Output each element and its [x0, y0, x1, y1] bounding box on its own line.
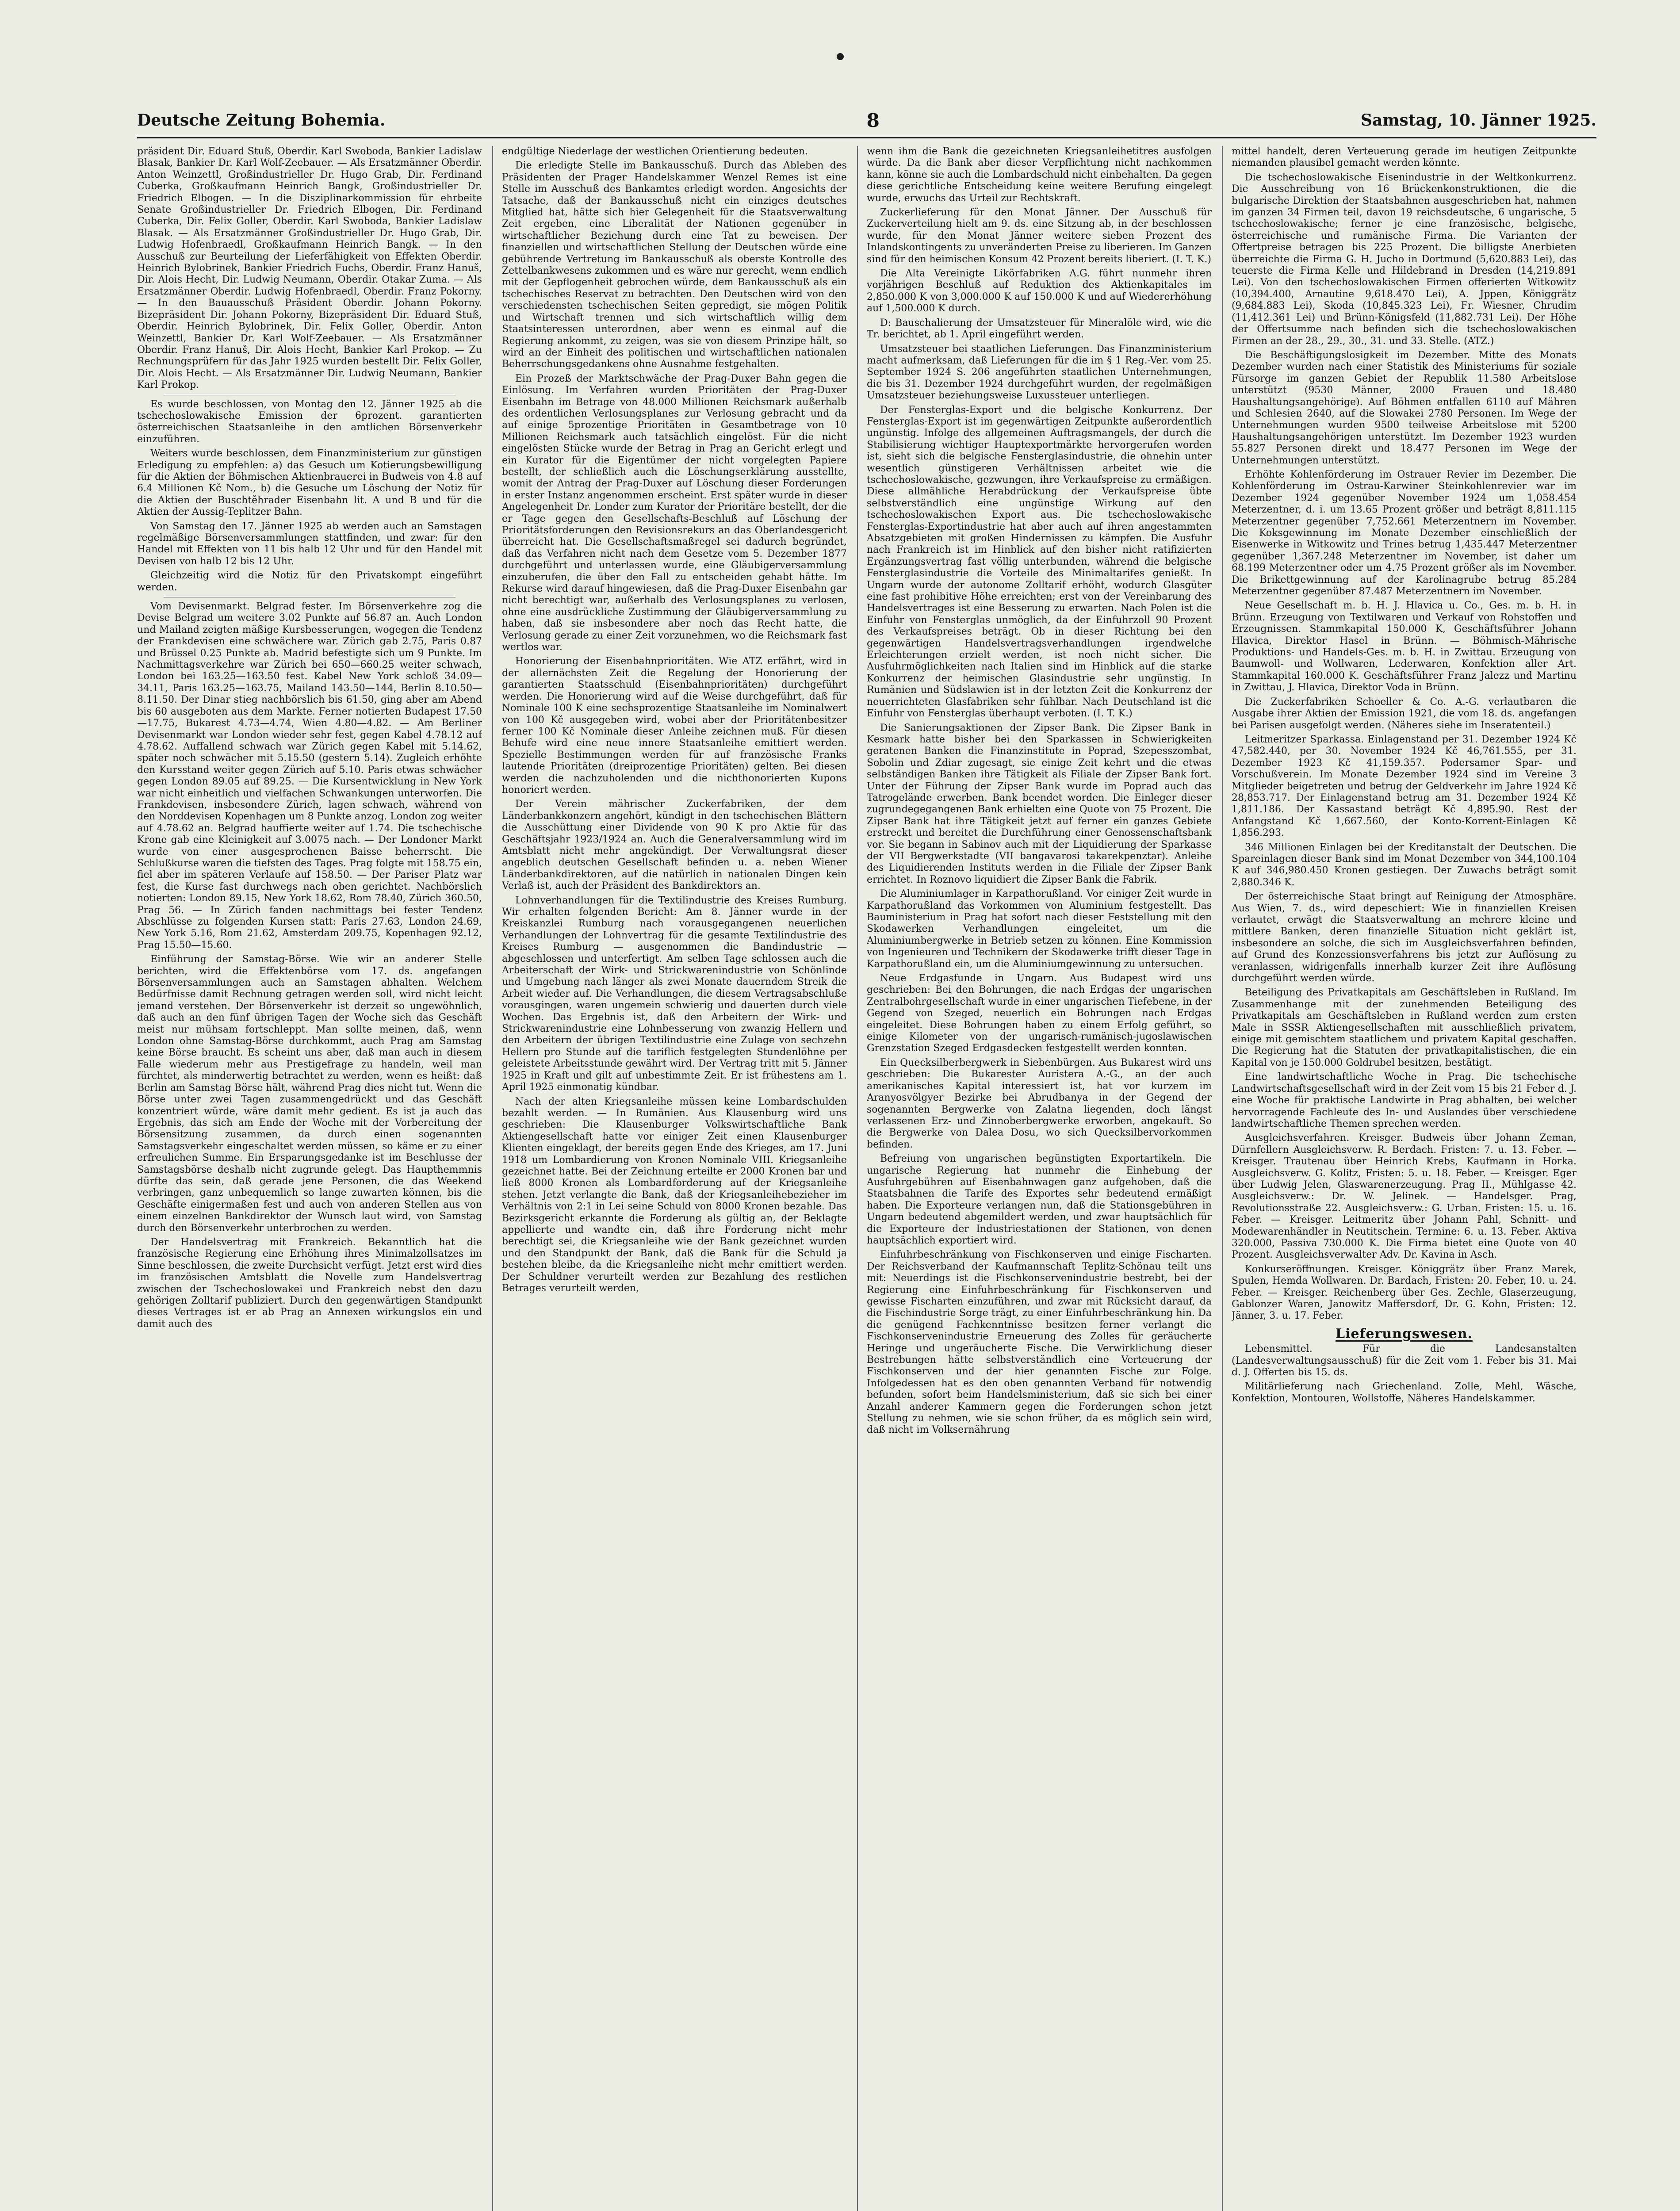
- article-paragraph: 346 Millionen Einlagen bei der Kreditanstalt der Deutschen. Die Spareinlagen dieser Bank sind im Monat Dezember von 344,100.104 K auf 346,980.450 Kronen gestiegen. Der Zuwachs beträgt somit 2,880.346 K.: [1232, 842, 1577, 888]
- article-paragraph: D: Bauschalierung der Umsatzsteuer für Mineralöle wird, wie die Tr. berichtet, ab 1. April eingeführt werden.: [867, 317, 1212, 340]
- punch-hole: [837, 53, 844, 60]
- column-separator: [492, 146, 493, 2211]
- masthead: Deutsche Zeitung Bohemia.: [137, 111, 386, 130]
- article-paragraph: Eine landwirtschaftliche Woche in Prag. Die tschechische Landwirtschaftsgesellschaft wird in der Zeit vom 15 bis 21 Feber d. J. eine Woche für praktische Landwirte in Prag abhalten, bei welcher hervorragende Fachleute des In- und Auslandes über verschiedene landwirtschaftliche Themen sprechen werden.: [1232, 1071, 1577, 1129]
- article-paragraph: Beteiligung des Privatkapitals am Geschäftsleben in Rußland. Im Zusammenhange mit der zunehmenden Beteiligung des Privatkapitals am Geschäftsleben in Rußland werden zum ersten Male in SSSR Aktiengesellschaften mit ausschließlich privatem, einige mit gemischtem staatlichem und privatem Kapital geschaffen. Die Regierung hat die Statuten der privatkapitalistischen, die ein Kapital von je 150.000 Goldrubel besitzen, bestätigt.: [1232, 987, 1577, 1068]
- article-paragraph: Nach der alten Kriegsanleihe müssen keine Lombardschulden bezahlt werden. — In Rumänien. Aus Klausenburg wird uns geschrieben: Die Klausenburger Volkswirtschaftliche Bank Aktiengesellschaft hatte vor einiger Zeit einen Klausenburger Klienten eingeklagt, der bereits gegen Ende des Krieges, am 17. Juni 1918 um Lombardierung von Kronen Nominale VIII. Kriegsanleihe gezeichnet hatte. Bei der Zeichnung erteilte er 2000 Kronen bar und ließ 8000 Kronen als Lombardforderung auf der Kriegsanleihe stehen. Jetzt verlangte die Bank, daß der Kriegsanleihebezieher im Verhältnis von 2:1 in Lei seine Schuld von 8000 Kronen bezahle. Das Bezirksgericht erkannte die Forderung als gültig an, der Beklagte appellierte und wandte ein, daß ihre Forderung nicht mehr berechtigt sei, die Kriegsanleihe wie der Bank gezeichnet wurden und den Standpunkt der Bank, daß die Bank für die Schuld ja bestehen bleibe, da die Kriegsanleihe nicht mehr emittiert werden. Der Schuldner verurteilt werden zur Bezahlung des restlichen Betrages verurteilt werden,: [502, 1096, 847, 1294]
- article-paragraph: Konkurseröffnungen. Kreisger. Königgrätz über Franz Marek, Spulen, Hemda Wollwaren. Dr. Bardach, Fristen: 20. Feber, 10. u. 24. Feber. — Kreisger. Reichenberg über Ges. Zechle, Glaserzeugung, Gablonzer Waren, Janowitz Maffersdorf, Dr. G. Kohn, Fristen: 12. Jänner, 3. u. 17. Feber.: [1232, 1263, 1577, 1322]
- article-paragraph: Honorierung der Eisenbahnprioritäten. Wie ATZ erfährt, wird in der allernächsten Zeit die Regelung der Honorierung der garantierten Staatsschuld (Eisenbahnprioritäten) durchgeführt werden. Die Honorierung wird auf die Weise durchgeführt, daß für Nominale 100 K eine sechsprozentige Staatsanleihe im Nominalwert von 100 Kč ausgegeben wird, wobei aber der Prioritätenbesitzer ferner 100 Kč Nominale dieser Anleihe zeichnen muß. Für diesen Behufe wird eine neue innere Staatsanleihe emittiert werden. Spezielle Bestimmungen werden für auf französische Franks lautende Prioritäten (dreiprozentige Prioritäten) gelten. Bei diesen werden die nachzuholenden und die nichthonorierten Kupons honoriert werden.: [502, 656, 847, 796]
- page-header: [137, 107, 1596, 134]
- article-paragraph: präsident Dir. Eduard Stuß, Oberdir. Karl Swoboda, Bankier Ladislaw Blasak, Bankier Dr. Karl Wolf-Zeebauer. — Als Ersatzmänner Oberdir. Anton Weinzettl, Großindustrieller Dr. Hugo Grab, Dir. Ferdinand Cuberka, Großkaufmann Heinrich Bangk, Großindustrieller Dr. Friedrich Elbogen. — In die Disziplinarkommission für ehrbeite Senate Großindustrieller Dr. Friedrich Elbogen, Dir. Ferdinand Cuberka, Dir. Felix Goller, Oberdir. Karl Swoboda, Bankier Ladislaw Blasak. — Als Ersatzmänner Großindustrieller Dr. Hugo Grab, Dir. Ludwig Hofenbraedl, Großkaufmann Heinrich Bangk. — In den Ausschuß zur Beurteilung der Lieferfähigkeit von Effekten Oberdir. Heinrich Bylobrinek, Bankier Friedrich Fuchs, Oberdir. Franz Hanuš, Dir. Alois Hecht, Dir. Ludwig Neumann, Oberdir. Otakar Zuma. — Als Ersatzmänner Oberdir. Ludwig Hofenbraedl, Oberdir. Franz Pokorny. — In den Bauausschuß Präsident Oberdir. Johann Pokorny. Bizepräsident Dir. Johann Pokorny, Bizepräsident Dir. Eduard Stuß, Oberdir. Heinrich Bylobrinek, Dir. Felix Goller, Oberdir. Anton Weinzettl, Bankier Dr. Karl Wolf-Zeebauer. — Als Ersatzmänner Oberdir. Franz Hanuš, Dir. Alois Hecht, Bankier Karl Prokop. — Zu Rechnungsprüfern für das Jahr 1925 wurden bestellt Dir. Felix Goller, Dir. Alois Hecht. — Als Ersatzmänner Dir. Ludwig Neumann, Bankier Karl Prokop.: [137, 146, 482, 391]
- article-paragraph: Die erledigte Stelle im Bankausschuß. Durch das Ableben des Präsidenten der Prager Handelskammer Wenzel Remes ist eine Stelle im Ausschuß des Bankamtes erledigt worden. Angesichts der Tatsache, daß der Bankausschuß nicht ein einziges deutsches Mitglied hat, hätte sich hier Gelegenheit für die Staatsverwaltung Zeit ergeben, eine Liberalität der Nationen gegenüber in wirtschaftlicher Beziehung durch eine Tat zu beweisen. Der finanziellen und wirtschaftlichen Stellung der Deutschen würde eine gebührende Vertretung im Bankausschuß als oberste Kontrolle des Zettelbankwesens zukommen und es wäre nur gerecht, wenn endlich mit der Gepflogenheit gebrochen würde, dem Bankausschuß als ein tschechisches Reservat zu betrachten. Den Deutschen wird von den verschiedensten tschechischen Seiten gepredigt, sie mögen Politik und Wirtschaft trennen und sich wirtschaftlich willig dem Staatsinteressen unterordnen, aber wenn es einmal auf die Regierung ankommt, zu zeigen, was sie von diesem Prinzipe hält, so wird an der Einheit des politischen und wirtschaftlichen nationalen Beherrschungsgedankens ohne Ausnahme festgehalten.: [502, 160, 847, 370]
- article-paragraph: Es wurde beschlossen, von Montag den 12. Jänner 1925 ab die tschechoslowakische Emission der 6prozent. garantierten österreichischen Staatsanleihe in den amtlichen Börsenverkehr einzuführen.: [137, 398, 482, 445]
- column-4: [1232, 146, 1577, 2211]
- column-1: [137, 146, 482, 2211]
- article-paragraph: Neue Erdgasfunde in Ungarn. Aus Budapest wird uns geschrieben: Bei den Bohrungen, die nach Erdgas der ungarischen Zentralbohrgesellschaft wurde in einer ungarischen Tiefebene, in der Gegend von Szeged, neuerlich ein Bohrungen nach Erdgas eingeleitet. Diese Bohrungen haben zu einem Erfolg geführt, so einige Kilometer von der ungarisch-rumänisch-jugoslawischen Grenzstation Szeged Erdgasdecken festgestellt werden konnten.: [867, 973, 1212, 1054]
- article-paragraph: Die Beschäftigungslosigkeit im Dezember. Mitte des Monats Dezember wurden nach einer Statistik des Ministeriums für soziale Fürsorge im ganzen Gebiet der Republik 11.580 Arbeitslose unterstützt (9530 Männer, 2000 Frauen und 18.480 Haushaltungsangehörige). Auf Böhmen entfallen 6110 auf Mähren und Schlesien 2640, auf die Slowakei 2780 Personen. Im Wege der Unternehmungen wurden 9500 teilweise Arbeitslose mit 5200 Haushaltungsangehörigen unterstützt. Im Dezember 1923 wurden 55.827 Personen direkt und 18.477 Personen im Wege der Unternehmungen unterstützt.: [1232, 349, 1577, 466]
- article-paragraph: Lebensmittel. Für die Landesanstalten (Landesverwaltungsausschuß) für die Zeit vom 1. Feber bis 31. Mai d. J. Offerten bis 15. ds.: [1232, 1343, 1577, 1378]
- article-paragraph: mittel handelt, deren Verteuerung gerade im heutigen Zeitpunkte niemanden plausibel gemacht werden könnte.: [1232, 146, 1577, 169]
- page-number: 8: [866, 109, 880, 131]
- article-paragraph: wenn ihm die Bank die gezeichneten Kriegsanleihetitres ausfolgen würde. Da die Bank aber dieser Verpflichtung nicht nachkommen kann, könne sie auch die Lombardschuld nicht einbehalten. Da gegen diese gerichtliche Entscheidung keine weitere Berufung eingelegt wurde, erwuchs das Urteil zur Rechtskraft.: [867, 146, 1212, 204]
- article-paragraph: Neue Gesellschaft m. b. H. J. Hlavica u. Co., Ges. m. b. H. in Brünn. Erzeugung von Textilwaren und Verkauf von Rohstoffen und Erzeugnissen. Stammkapital 150.000 K, Geschäftsführer Johann Hlavica, Direktor Hasel in Brünn. — Böhmisch-Mährische Produktions- und Handels-Ges. m. b. H. in Zwittau. Erzeugung von Baumwoll- und Wollwaren, Lederwaren, Konfektion aller Art. Stammkapital 160.000 K. Geschäftsführer Franz Jalezz und Martinu in Zwittau, J. Hlavica, Direktor Voda in Brünn.: [1232, 600, 1577, 693]
- article-paragraph: Militärlieferung nach Griechenland. Zolle, Mehl, Wäsche, Konfektion, Montouren, Wollstoffe, Näheres Handelskammer.: [1232, 1381, 1577, 1404]
- article-paragraph: Einfuhrbeschränkung von Fischkonserven und einige Fischarten. Der Reichsverband der Kaufmannschaft Teplitz-Schönau teilt uns mit: Neuerdings ist die Fischkonservenindustrie bestrebt, bei der Regierung eine Einfuhrbeschränkung für Fischkonserven und gewisse Fischarten einzuführen, und zwar mit Rücksicht darauf, da die Fischindustrie Sorge trägt, zu einer Einfuhrbeschränkung hin. Da die genügend Fachkenntnisse besitzen ferner verlangt die Fischkonservenindustrie Erneuerung des Zolles für geräucherte Heringe und ungeräucherte Fische. Die Verwirklichung dieser Bestrebungen hätte selbstverständlich eine Verteuerung der Fischkonserven und der hier genannten Fische zur Folge. Infolgedessen hat es den oben genannten Verband für notwendig befunden, sofort beim Handelsministerium, daß sie sich bei einer Anzahl anderer Kammern gegen die Forderungen schon jetzt Stellung zu nehmen, wie sie schon früher, da es möglich sein wird, daß nicht im Volksernährung: [867, 1249, 1212, 1436]
- article-paragraph: Der Handelsvertrag mit Frankreich. Bekanntlich hat die französische Regierung eine Erhöhung ihres Minimalzollsatzes im Sinne beschlossen, die zweite Durchsicht verfügt. Jetzt erst wird dies im französischen Amtsblatt die Novelle zum Handelsvertrag zwischen der Tschechoslowakei und Frankreich nebst den dazu gehörigen Zolltarif publiziert. Durch den gegenwärtigen Standpunkt dieses Vertrages ist er ab Prag an Annexen wirkungslos ein und damit auch des: [137, 1236, 482, 1330]
- header-rule: [137, 137, 1596, 138]
- article-paragraph: Die tschechoslowakische Eisenindustrie in der Weltkonkurrenz. Die Ausschreibung von 16 Brückenkonstruktionen, die die bulgarische Direktion der Staatsbahnen ausgeschrieben hat, nahmen im ganzen 34 Firmen teil, davon 19 reichsdeutsche, 6 ungarische, 5 tschechoslowakische; ferner je eine französische, belgische, österreichische und rumänische Firma. Die Varianten der Offertpreise betragen bis 225 Prozent. Die billigste Anerbieten überreichte die Firma G. H. Jucho in Dortmund (5,620.883 Lei), das teuerste die Firma Kelle und Hildebrand in Dresden (14,219.891 Lei). Von den tschechoslowakischen Firmen offerierten Witkowitz (10,394.400, Arnautine 9,618.470 Lei), A. Jppen, Königgrätz (9,684.883 Lei), Skoda (10,845.323 Lei), Fr. Wiesner, Chrudim (11,412.361 Lei) und Brünn-Königsfeld (11,882.731 Lei). Der Höhe der Offertsumme nach befinden sich die tschechoslowakischen Firmen an der 28., 29., 30., 31. und 33. Stelle. (ATZ.): [1232, 172, 1577, 347]
- article-paragraph: Ausgleichsverfahren. Kreisger. Budweis über Johann Zeman, Dürnfellern Ausgleichsverw. R. Berdach. Fristen: 7. u. 13. Feber. — Kreisger. Trautenau über Heinrich Krebs, Kaufmann in Horka. Ausgleichsverw. G. Kolitz, Fristen: 5. u. 18. Feber. — Kreisger. Eger über Ludwig Jelen, Glaswarenerzeugung. Prag II., Mühlgasse 42. Ausgleichsverw.: Dr. W. Jelinek. — Handelsger. Prag, Revolutionsstraße 22. Ausgleichsverw.: G. Urban. Fristen: 15. u. 16. Feber. — Kreisger. Leitmeritz über Johann Pahl, Schnitt- und Modewarenhändler in Neutitschein. Termine: 6. u. 13. Feber. Aktiva 320.000, Passiva 730.000 K. Die Firma bietet eine Quote von 40 Prozent. Ausgleichsverwalter Adv. Dr. Kavina in Asch.: [1232, 1132, 1577, 1261]
- article-paragraph: Weiters wurde beschlossen, dem Finanzministerium zur günstigen Erledigung zu empfehlen: a) das Gesuch um Kotierungsbewilligung für die Aktien der Böhmischen Aktienbrauerei in Budweis von 4.8 auf 6.4 Millionen Kč Nom., b) die Gesuche um Löschung der Notiz für die Aktien der Buschtěhrader Eisenbahn lit. A und B und für die Aktien der Aussig-Teplitzer Bahn.: [137, 448, 482, 518]
- article-paragraph: Leitmeritzer Sparkassa. Einlagenstand per 31. Dezember 1924 Kč 47,582.440, per 30. November 1924 Kč 46,761.555, per 31. Dezember 1923 Kč 41,159.357. Podersamer Spar- und Vorschußverein. Im Monate Dezember 1924 sind im Vereine 3 Mitglieder beigetreten und betrug der Geldverkehr im Jahre 1924 Kč 28,853.717. Der Einlagenstand betrug am 31. Dezember 1924 Kč 1,811.186. Der Kassastand beträgt Kč 4,895.90. Rest der Anfangstand Kč 1,667.560, der Konto-Korrent-Einlagen Kč 1,856.293.: [1232, 734, 1577, 839]
- article-paragraph: Von Samstag den 17. Jänner 1925 ab werden auch an Samstagen regelmäßige Börsenversammlungen stattfinden, und zwar: für den Handel mit Effekten von 11 bis halb 12 Uhr und für den Handel mit Devisen von halb 12 bis 12 Uhr.: [137, 520, 482, 567]
- article-paragraph: endgültige Niederlage der westlichen Orientierung bedeuten.: [502, 146, 808, 157]
- article-paragraph: Gleichzeitig wird die Notiz für den Privatskompt eingeführt werden.: [137, 570, 482, 593]
- article-paragraph: Die Sanierungsaktionen der Zipser Bank. Die Zipser Bank in Kesmark hatte bisher bei den Sparkassen in Schwierigkeiten geratenen Banken die Finanzinstitute in Poprad, Szepesszombat, Sobolin und Zdiar zugesagt, sie einige Zeit kehrt und die etwas selbständigen Banken ihre Tätigkeit als Filiale der Zipser Bank fort. Unter der Führung der Zipser Bank wurde im Poprad auch das Tatrogelände erwerben. Bank beendet worden. Die Einleger dieser zugrundegegangenen Bank erhielten eine Quote von 75 Prozent. Die Zipser Bank hat ihre Tätigkeit jetzt auf ferner ein ganzes Gebiete erstreckt und bereitet die Durchführung einer Genossenschaftsbank vor. Sie begann in Sabinov auch mit der Liquidierung der Sparkasse der VII Bergwerkstadte (VII bangavarosi takarekpenztar). Anleihe des Liquidierenden Instituts werden in die Filiale der Zipser Bank errichtet. In Roznovo liquidiert die Zipser Bank die Fabrik.: [867, 722, 1212, 885]
- article-paragraph: Umsatzsteuer bei staatlichen Lieferungen. Das Finanzministerium macht aufmerksam, daß Lieferungen für die im § 1 Reg.-Ver. vom 25. September 1924 S. 206 angeführten staatlichen Unternehmungen, die bis 31. Dezember 1924 durchgeführt wurden, der regelmäßigen Umsatzsteuer beziehungsweise Luxussteuer unterliegen.: [867, 343, 1212, 402]
- article-paragraph: Vom Devisenmarkt. Belgrad fester. Im Börsenverkehre zog die Devise Belgrad um weitere 3.02 Punkte auf 56.87 an. Auch London und Mailand zeigten mäßige Kursbesserungen, wogegen die Tendenz der Frankdevisen eine schwächere war. Zürich gab 2.75, Paris 0.87 und Brüssel 0.25 Punkte ab. Madrid befestigte sich um 9 Punkte. Im Nachmittagsverkehre war Zürich bei 650—660.25 weiter schwach, London bei 163.25—163.50 fest. Kabel New York schloß 34.09—34.11, Paris 163.25—163.75, Mailand 143.50—144, Berlin 8.10.50—8.11.50. Der Dinar stieg nachbörslich bis 61.50, ging aber am Abend bis 60 ausgeboten aus dem Markte. Ferner notierten Budapest 17.50—17.75, Bukarest 4.73—4.74, Wien 4.80—4.82. — Am Berliner Devisenmarkt war London wieder sehr fest, gegen Kabel 4.78.12 auf 4.78.62. Auffallend schwach war Zürich gegen Kabel mit 5.14.62, später noch schwächer mit 5.15.50 (gestern 5.14). Zugleich erhöhte den Kursstand weiter gegen Zürich auf 5.10. Paris etwas schwächer gegen London 89.05 auf 89.25. — Die Kursentwicklung in New York war nicht einheitlich und vielfachen Schwankungen unterworfen. Die Frankdevisen, insbesondere Zürich, lagen schwach, während von den Norddevisen Kopenhagen um 8 Punkte anzog. London zog weiter auf 4.78.62 an. Belgrad hauffierte weiter auf 1.74. Die tschechische Krone gab eine Kleinigkeit auf 3.0075 nach. — Der Londoner Markt wurde von einer ausgesprochenen Baisse beherrscht. Die Schlußkurse waren die tiefsten des Tages. Prag folgte mit 158.75 ein, fiel aber im späteren Verlaufe auf 158.50. — Der Pariser Platz war fest, die Kurse fast durchwegs nach oben gerichtet. Nachbörslich notierten: London 89.15, New York 18.62, Rom 78.40, Zürich 360.50, Prag 56. — In Zürich fanden nachmittags bei fester Tendenz Abschlüsse zu folgenden Kursen statt: Paris 27.63, London 24.69, New York 5.16, Rom 21.62, Amsterdam 209.75, Kopenhagen 92.12, Prag 15.50—15.60.: [137, 601, 482, 951]
- article-paragraph: Der österreichische Staat bringt auf Reinigung der Atmosphäre. Aus Wien, 7. ds., wird depeschiert: Wie in finanziellen Kreisen verlautet, erwägt die Staatsverwaltung an mehrere kleine und mittlere Banken, deren finanzielle Situation nicht geklärt ist, insbesondere an solche, die sich im Ausgleichsverfahren befinden, auf Grund des Konzessionsverfahrens bis jetzt zur Auflösung zu veranlassen, widrigenfalls innerhalb kurzer Zeit ihre Auflösung durchgeführt werden würde.: [1232, 891, 1577, 984]
- article-paragraph: Zuckerlieferung für den Monat Jänner. Der Ausschuß für Zuckerverteilung hielt am 9. ds. eine Sitzung ab, in der beschlossen wurde, für den Monat Jänner weitere sieben Prozent des Inlandskontingents zu unveränderten Preise zu liberieren. Im Ganzen sind für den heimischen Konsum 42 Prozent bereits liberiert. (I. T. K.): [867, 207, 1212, 265]
- article-paragraph: Lohnverhandlungen für die Textilindustrie des Kreises Rumburg. Wir erhalten folgenden Bericht: Am 8. Jänner wurde in der Kreiskanzlei Rumburg nach vorausgegangenen neuerlichen Verhandlungen der Lohnvertrag für die gesamte Textilindustrie des Kreises Rumburg — ausgenommen die Bandindustrie — abgeschlossen und unterfertigt. Am selben Tage schlossen auch die Arbeiterschaft der Wirk- und Strickwarenindustrie von Schönlinde und Umgebung nach länger als zwei Monate dauerndem Streik die Arbeit wieder auf. Die Verhandlungen, die diesem Vertragsabschluße vorausgingen, waren ungemein schwierig und dauerten durch viele Wochen. Das Ergebnis ist, daß den Arbeitern der Wirk- und Strickwarenindustrie eine Lohnbesserung von zwanzig Hellern und den Arbeitern der übrigen Textilindustrie eine Zulage von sechzehn Hellern pro Stunde auf die tariflich festgelegten Stundenlöhne per geleistete Arbeitsstunde gewährt wird. Der Vertrag tritt mit 5. Jänner 1925 in Kraft und gilt auf unbestimmte Zeit. Er ist frühestens am 1. April 1925 einmonatig kündbar.: [502, 895, 847, 1093]
- article-paragraph: Einführung der Samstag-Börse. Wie wir an anderer Stelle berichten, wird die Effektenbörse vom 17. ds. angefangen Börsenversammlungen auch an Samstagen abhalten. Welchem Bedürfnisse damit Rechnung getragen werden soll, wird nicht leicht jemand verstehen. Der Börsenverkehr ist derzeit so ungewöhnlich, daß auch an den fünf übrigen Tagen der Woche sich das Geschäft meist nur mühsam fortschleppt. Man sollte meinen, daß, wenn London ohne Samstag-Börse durchkommt, auch Prag am Samstag keine Börse braucht. Es scheint uns aber, daß man auch in diesem Falle wiederum mehr aus Prestigefrage zu handeln, weil man fürchtet, als minderwertig betrachtet zu werden, wenn es heißt: daß Berlin am Samstag Börse hält, während Prag dies nicht tut. Wenn die Börse unter zwei Tagen zusammengedrückt und das Geschäft konzentriert würde, wäre damit mehr gedient. Es ist ja auch das Ergebnis, das sich am Ende der Woche mit der Vorbereitung der Börsensitzung zusammen, da durch einen sogenannten Samstagsverkehr eingeschaltet werden müssen, so käme er zu einer erfreulichen Summe. Ein Ersparungsgedanke ist im Beschlusse der Samstagsbörse deshalb nicht zugrunde gelegt. Das Haupthemmnis dürfte das sein, daß gerade jene Personen, die das Weekend verbringen, ganz unbequemlich so lange zuwarten können, bis die Geschäfte einigermaßen fest und auch von anderen Stellen aus von einem einzelnen Bankdirektor der Wunsch laut wird, von Samstag durch den Börsenverkehr unterbrochen zu werden.: [137, 954, 482, 1234]
- article-paragraph: Ein Quecksilberbergwerk in Siebenbürgen. Aus Bukarest wird uns geschrieben: Die Bukarester Auristera A.-G., an der auch amerikanisches Kapital interessiert ist, hat vor kurzem im Aranyosvölgyer Bezirke bei Abrudbanya in der Gegend der sogenannten Bergwerke von Zalatna liegenden, doch längst verlassenen Erz- und Zinnoberbergwerke erworben, angekauft. So die Bergwerke von Dalea Dosu, wo sich Quecksilbervorkommen befinden.: [867, 1057, 1212, 1150]
- column-separator: [857, 146, 858, 2211]
- article-paragraph: Die Alta Vereinigte Likörfabriken A.G. führt nunmehr ihren vorjährigen Beschluß auf Reduktion des Aktienkapitales im 2,850.000 K von 3,000.000 K auf 150.000 K und auf Wiedererhöhung auf 1,500.000 K durch.: [867, 268, 1212, 314]
- column-2: [502, 146, 847, 2211]
- article-paragraph: Die Zuckerfabriken Schoeller & Co. A.-G. verlautbaren die Ausgabe ihrer Aktien der Emission 1921, die vom 18. ds. angefangen bei Parisen ausgefolgt werden. (Näheres siehe im Inseratenteil.): [1232, 696, 1577, 731]
- issue-date: Samstag, 10. Jänner 1925.: [1361, 111, 1596, 130]
- article-paragraph: Der Verein mährischer Zuckerfabriken, der dem Länderbankkonzern angehört, kündigt in den tschechischen Blättern die Ausschüttung einer Dividende von 90 K pro Aktie für das Geschäftsjahr 1923/1924 an. Auch die Generalversammlung wird im Amtsblatt nicht mehr angekündigt. Der Verwaltungsrat dieser angeblich deutschen Gesellschaft befinden u. a. neben Wiener Länderbankdirektoren, auf die natürlich in nationalen Dingen kein Verlaß ist, auch der Präsident des Bankdirektors an.: [502, 799, 847, 892]
- article-paragraph: Der Fensterglas-Export und die belgische Konkurrenz. Der Fensterglas-Export ist im gegenwärtigen Zeitpunkte außerordentlich ungünstig. Infolge des allgemeinen Auftragsmangels, der durch die Stabilisierung wichtiger Hauptexportmärkte hervorgerufen worden ist, sieht sich die belgische Fensterglasindustrie, die ohnehin unter wesentlich günstigeren Verhältnissen arbeitet wie die tschechoslowakische, gezwungen, ihre Verkaufspreise zu ermäßigen. Diese allmähliche Herabdrückung der Verkaufspreise übte selbstverständlich eine ungünstige Wirkung auf den tschechoslowakischen Export aus. Die tschechoslowakische Fensterglas-Exportindustrie hat aber auch auf ihren angestammten Absatzgebieten mit großen Hindernissen zu kämpfen. Die Ausfuhr nach Frankreich ist im Hinblick auf den bisher nicht ratifizierten Ergänzungsvertrag fast völlig unterbunden, während die belgische Fensterglasindustrie die Vorteile des Minimaltarifes genießt. In Ungarn wurde der autonome Zolltarif erhöht, wodurch Glasgüter eine fast prohibitive Höhe erreichten; erst von der Vereinbarung des Handelsvertrages ist eine Besserung zu erwarten. Nach Polen ist die Einfuhr von Fensterglas unmöglich, da der Einfuhrzoll 90 Prozent des Verkaufspreises beträgt. Ob in dieser Richtung bei den gegenwärtigen Handelsvertragsverhandlungen irgendwelche Erleichterungen erzielt werden, ist noch nicht sicher. Die Ausfuhrmöglichkeiten nach Italien sind im Hinblick auf die starke Konkurrenz der heimischen Glasindustrie sehr ungünstig. In Rumänien und Südslawien ist in der letzten Zeit die Konkurrenz der neuerrichteten Glasfabriken sehr fühlbar. Nach Deutschland ist die Einfuhr von Fensterglas überhaupt verboten. (I. T. K.): [867, 404, 1212, 719]
- article-paragraph: Befreiung von ungarischen begünstigten Exportartikeln. Die ungarische Regierung hat nunmehr die Einhebung der Ausfuhrgebühren auf Eisenbahnwagen ganz aufgehoben, daß die Staatsbahnen die Tarife des Exportes sehr bedeutend ermäßigt haben. Die Exporteure verlangen nun, daß die Stationsgebühren in Ungarn bedeutend abgemildert werden, und zwar hauptsächlich für die Exporteure der Industriestationen der Stationen, von denen hauptsächlich exportiert wird.: [867, 1153, 1212, 1246]
- column-3: [867, 146, 1212, 2211]
- section-heading: Lieferungswesen.: [1335, 1326, 1473, 1342]
- article-paragraph: Erhöhte Kohlenförderung im Ostrauer Revier im Dezember. Die Kohlenförderung im Ostrau-Karwiner Steinkohlenrevier war im Dezember 1924 gegenüber November 1924 um 1,058.454 Meterzentner, d. i. um 13.65 Prozent größer und beträgt 8,811.115 Meterzentner gegenüber 7,752.661 Meterzentnern im November. Die Koksgewinnung im Monate Dezember einschließlich der Eisenwerke in Witkowitz und Trines betrug 1,435.447 Meterzentner gegenüber 1,367.248 Meterzentner im November, ist daher um 68.199 Meterzentner oder um 4.75 Prozent größer als im November. Die Brikettgewinnung auf der Karolinagrube betrug 85.284 Meterzentner gegenüber 87.487 Meterzentnern im November.: [1232, 469, 1577, 597]
- article-paragraph: Ein Prozeß der Marktschwäche der Prag-Duxer Bahn gegen die Einlösung. Im Verfahren wurden Prioritäten der Prag-Duxer Eisenbahn im Betrage von 48.000 Millionen Reichsmark außerhalb des ordentlichen Verlosungsplanes zur Verlosung gebracht und da auf einige 5prozentige Prioritäten in Gesamtbetrage von 10 Millionen Reichsmark auch tatsächlich eingelöst. Für die nicht eingelösten Stücke wurde der Betrag in Prag an Gericht erlegt und ein Kurator für die Eigentümer der nicht vorgelegten Papiere bestellt, der schließlich auch die Löschungserklärung ausstellte, womit der Antrag der Prag-Duxer auf Löschung dieser Forderungen in erster Instanz angenommen erscheint. Erst später wurde in dieser Angelegenheit Dr. Londer zum Kurator der Prioritäre bestellt, der die er Tage gegen den Gesellschafts-Beschluß auf Löschung der Prioritätsforderungen den Revisionsrekurs an das Oberlandesgericht überreicht hat. Die Gesellschaftsmaßregel sei dadurch begründet, daß das Verfahren nicht nach dem Gesetze vom 5. Dezember 1877 durchgeführt und unterlassen wurde, eine Gläubigerversammlung einzuberufen, die über den Fall zu entscheiden gehabt hätte. Im Rekurse wird darauf hingewiesen, daß die Prag-Duxer Eisenbahn gar nicht berechtigt war, außerhalb des Verlosungsplanes zu verlosen, ohne eine ausdrückliche Zustimmung der Gläubigerversammlung zu haben, daß sie insbesondere aber noch das Recht hatte, die Verlosung gerade zu einer Zeit vorzunehmen, wo die Reichsmark fast wertlos war.: [502, 373, 847, 653]
- article-paragraph: Die Aluminiumlager in Karpathorußland. Vor einiger Zeit wurde in Karpathorußland das Vorkommen von Aluminium festgestellt. Das Bauministerium in Prag hat sofort nach dieser Feststellung mit den Skodawerken Verhandlungen eingeleitet, um die Aluminiumbergwerke in Betrieb setzen zu können. Eine Kommission von Ingenieuren und Technikern der Skodawerke trifft dieser Tage in Karpathorußland ein, um die Aluminiumgewinnung zu untersuchen.: [867, 888, 1212, 970]
- column-separator: [1222, 146, 1223, 2211]
